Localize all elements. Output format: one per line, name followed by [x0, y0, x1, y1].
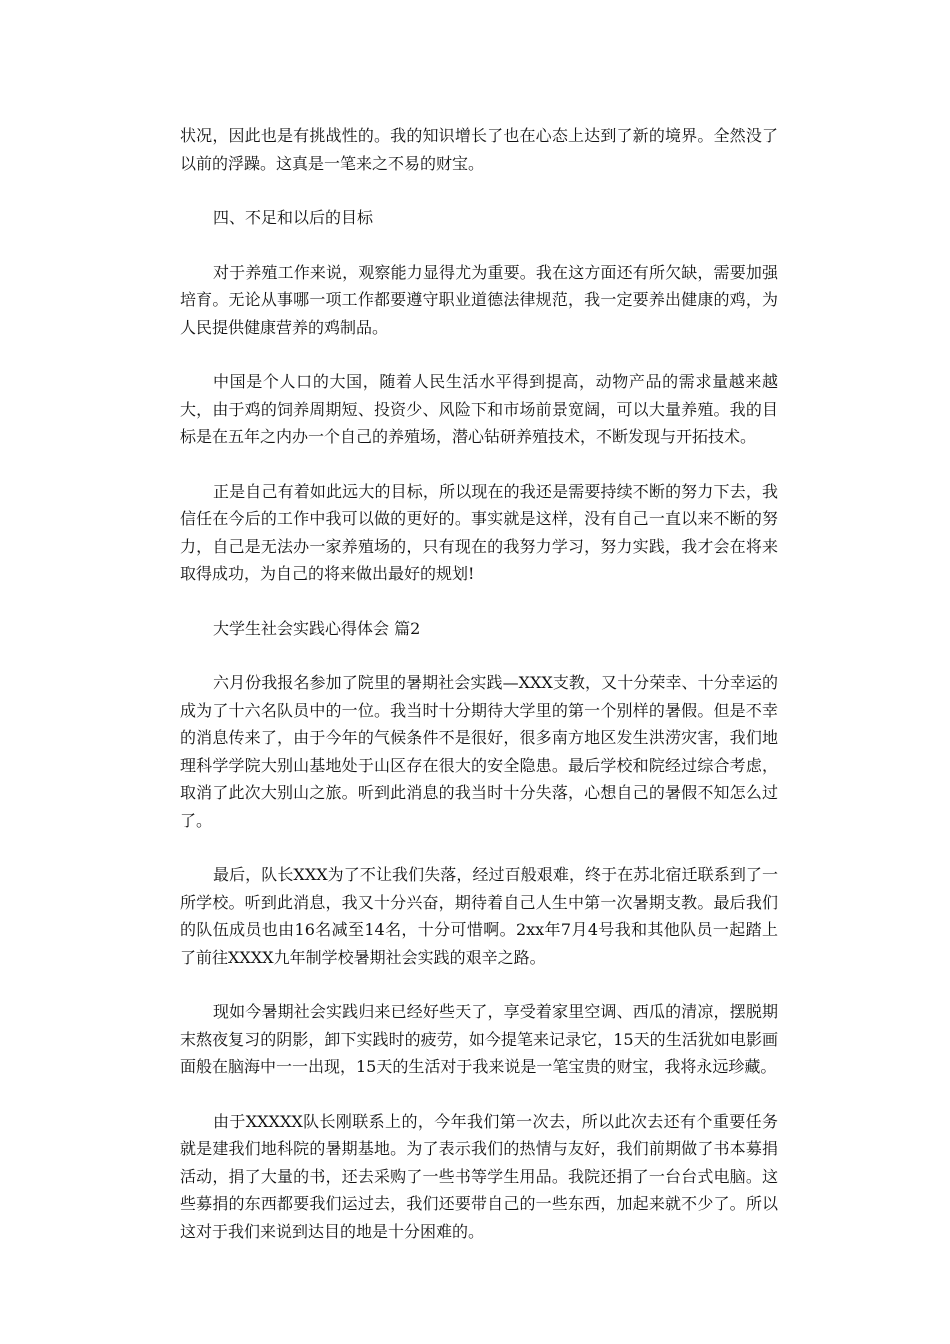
paragraph: 对于养殖工作来说，观察能力显得尤为重要。我在这方面还有所欠缺，需要加强培育。无论从事哪一项工作都要遵守职业道德法律规范，我一定要养出健康的鸡，为人民提供健康营养的鸡制品。	[180, 262, 778, 337]
section-heading: 四、不足和以后的目标	[213, 208, 374, 227]
paragraph: 最后，队长XXX为了不让我们失落，经过百般艰难，终于在苏北宿迁联系到了一所学校。听到此消息，我又十分兴奋，期待着自己人生中第一次暑期支教。最后我们的队伍成员也由16名减至14名，十分可惜啊。2xx年7月4号我和其他队员一起踏上了前往XXXX九年制学校暑期社会实践的艰辛之路。	[180, 865, 778, 967]
paragraph: 中国是个人口的大国，随着人民生活水平得到提高，动物产品的需求量越来越大，由于鸡的饲养周期短、投资少、风险下和市场前景宽阔，可以大量养殖。我的目标是在五年之内办一个自己的养殖场，潜心钻研养殖技术，不断发现与开拓技术。	[180, 372, 778, 446]
article-title: 大学生社会实践心得体会 篇2	[213, 618, 421, 638]
paragraph: 六月份我报名参加了院里的暑期社会实践—XXX支教，又十分荣幸、十分幸运的成为了十六名队员中的一位。我当时十分期待大学里的第一个别样的暑假。但是不幸的消息传来了，由于今年的气候条件不是很好，很多南方地区发生洪涝灾害，我们地理科学学院大别山基地处于山区存在很大的安全隐患。最后学校和院经过综合考虑，取消了此次大别山之旅。听到此消息的我当时十分失落，心想自己的暑假不知怎么过了。	[180, 673, 778, 830]
paragraph: 现如今暑期社会实践归来已经好些天了，享受着家里空调、西瓜的清凉，摆脱期末熬夜复习的阴影，卸下实践时的疲劳，如今提笔来记录它，15天的生活犹如电影画面般在脑海中一一出现，15天的生活对于我来说是一笔宝贵的财宝，我将永远珍藏。	[180, 1002, 778, 1076]
document-body	[180, 122, 778, 1272]
paragraph: 由于XXXXX队长刚联系上的，今年我们第一次去，所以此次去还有个重要任务就是建我们地科院的暑期基地。为了表示我们的热情与友好，我们前期做了书本募捐活动，捐了大量的书，还去采购了一些书等学生用品。我院还捐了一台台式电脑。这些募捐的东西都要我们运过去，我们还要带自己的一些东西，加起来就不少了。所以这对于我们来说到达目的地是十分困难的。	[180, 1111, 778, 1241]
paragraph: 状况，因此也是有挑战性的。我的知识增长了也在心态上达到了新的境界。全然没了以前的浮躁。这真是一笔来之不易的财宝。	[180, 126, 778, 173]
paragraph: 正是自己有着如此远大的目标，所以现在的我还是需要持续不断的努力下去，我信任在今后的工作中我可以做的更好的。事实就是这样，没有自己一直以来不断的努力，自己是无法办一家养殖场的，只有现在的我努力学习，努力实践，我才会在将来取得成功，为自己的将来做出最好的规划!	[180, 481, 778, 583]
